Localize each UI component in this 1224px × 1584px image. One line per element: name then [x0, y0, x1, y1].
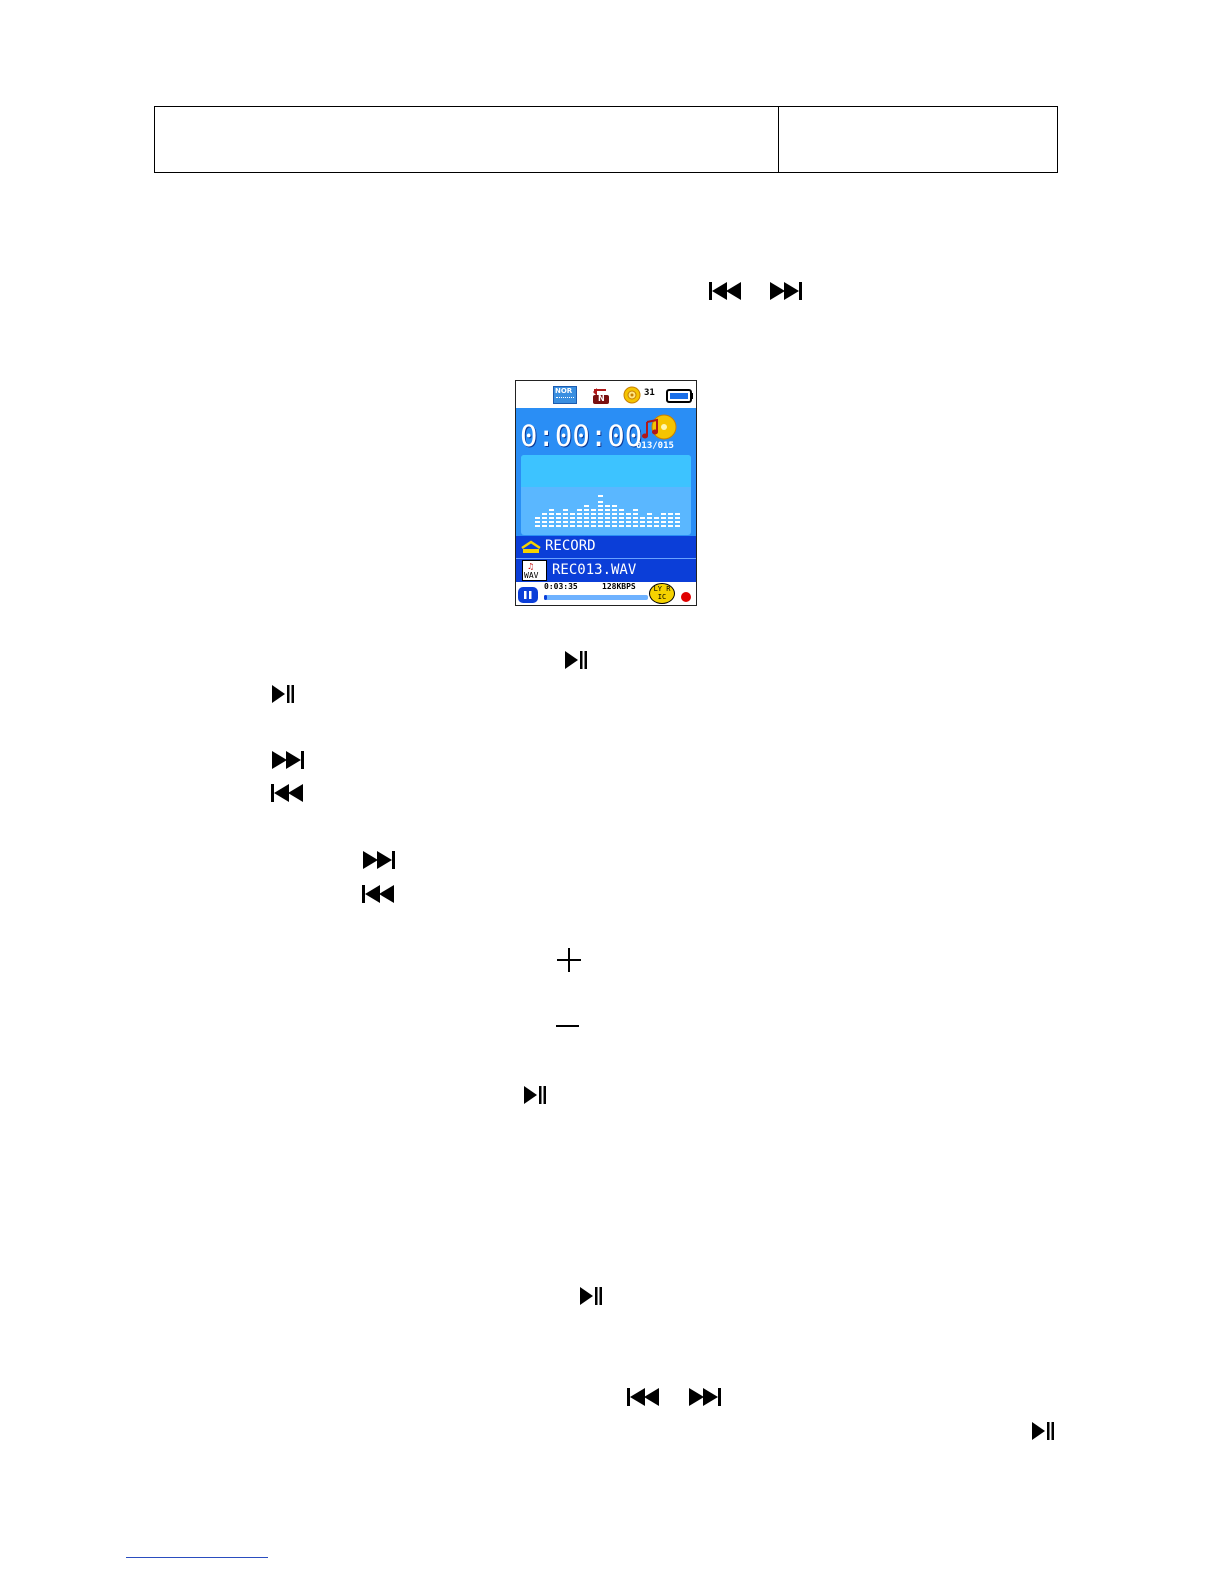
play-pause-icon — [1031, 1421, 1055, 1441]
header-table — [154, 106, 1058, 173]
play-pause-icon — [579, 1286, 603, 1306]
wav-file-icon: ♫ WAV — [522, 560, 547, 581]
folder-name: RECORD — [545, 538, 596, 554]
plus-icon — [557, 948, 581, 972]
prev-icon — [709, 281, 743, 301]
next-icon — [362, 850, 396, 870]
progress-bar — [544, 595, 648, 600]
minus-icon — [556, 1024, 580, 1028]
battery-icon — [666, 389, 694, 408]
play-pause-icon — [564, 650, 588, 670]
lyric-badge: LY RIC — [649, 583, 675, 604]
header-divider — [778, 107, 779, 172]
folder-icon — [521, 540, 541, 559]
file-name: REC013.WAV — [552, 562, 637, 578]
total-time: 0:03:35 — [544, 582, 578, 591]
volume-level: 31 — [644, 388, 655, 398]
bitrate: 128KBPS — [602, 582, 636, 591]
footer-link-underline — [126, 1557, 268, 1558]
play-pause-icon — [271, 684, 295, 704]
record-indicator-icon — [681, 592, 691, 602]
next-icon — [271, 750, 305, 770]
file-row — [516, 558, 696, 583]
prev-icon — [271, 783, 305, 803]
folder-row — [516, 536, 696, 558]
screen-top-bar — [516, 381, 696, 408]
volume-icon — [622, 386, 642, 409]
spectrum-bars — [521, 455, 691, 535]
repeat-icon: N — [592, 387, 610, 404]
prev-icon — [362, 884, 396, 904]
next-icon — [688, 1387, 722, 1407]
pause-icon — [518, 587, 538, 606]
prev-icon — [627, 1387, 661, 1407]
progress-fill — [544, 595, 547, 600]
next-icon — [769, 281, 803, 301]
player-screen — [515, 380, 697, 606]
eq-badge: NOR — [553, 386, 577, 404]
spectrum-visualizer — [521, 455, 691, 535]
elapsed-time: 0:00:00 — [520, 419, 643, 453]
play-pause-icon — [523, 1085, 547, 1105]
status-bar — [516, 582, 696, 606]
track-count: 013/015 — [636, 441, 674, 451]
